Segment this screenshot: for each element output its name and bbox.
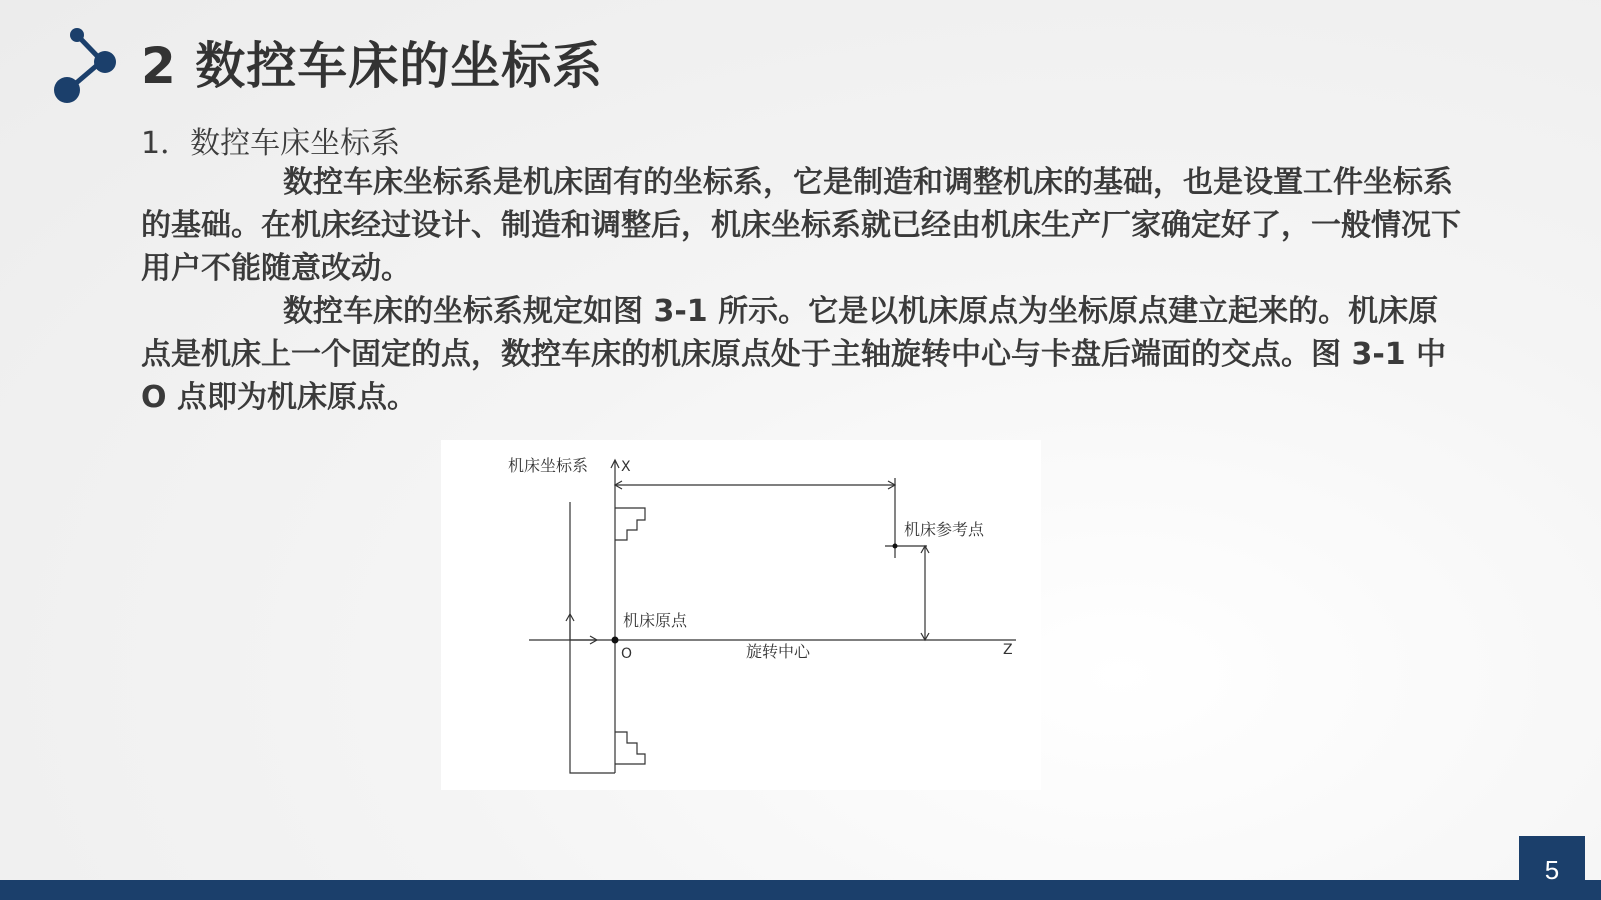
body-paragraph-2: 数控车床的坐标系规定如图 3-1 所示。它是以机床原点为坐标原点建立起来的。机床原点是机床上一个固定的点，数控车床的机床原点处于主轴旋转中心与卡盘后端面的交点。图 3-1 中 O 点即为机床原点。	[141, 294, 1447, 415]
page-number: 5	[1544, 854, 1560, 885]
page-number-badge	[1519, 836, 1585, 900]
label-reference-point: 机床参考点	[904, 520, 985, 539]
origin-point	[612, 637, 619, 644]
body-paragraph-1: 数控车床坐标系是机床固有的坐标系，它是制造和调整机床的基础，也是设置工件坐标系的基础。在机床经过设计、制造和调整后，机床坐标系就已经由机床生产厂家确定好了，一般情况下用户不能随意改动。	[141, 165, 1461, 286]
lathe-coordinate-diagram	[441, 440, 1041, 790]
upper-jaw	[615, 508, 645, 540]
label-origin-o: O	[621, 646, 633, 662]
footer-bar	[0, 880, 1601, 900]
coordinate-system-figure	[441, 440, 1041, 790]
label-z-axis: Z	[1003, 642, 1013, 658]
reference-point	[893, 544, 898, 549]
label-x-axis: X	[621, 459, 631, 475]
label-rotation-center: 旋转中心	[746, 642, 811, 661]
label-coordinate-system: 机床坐标系	[508, 456, 589, 475]
page-title: 2 数控车床的坐标系	[141, 37, 604, 95]
molecule-node-icon	[52, 26, 122, 104]
section-heading: 1．数控车床坐标系	[141, 126, 401, 161]
label-origin-point: 机床原点	[623, 611, 688, 630]
lower-jaw	[615, 732, 645, 764]
